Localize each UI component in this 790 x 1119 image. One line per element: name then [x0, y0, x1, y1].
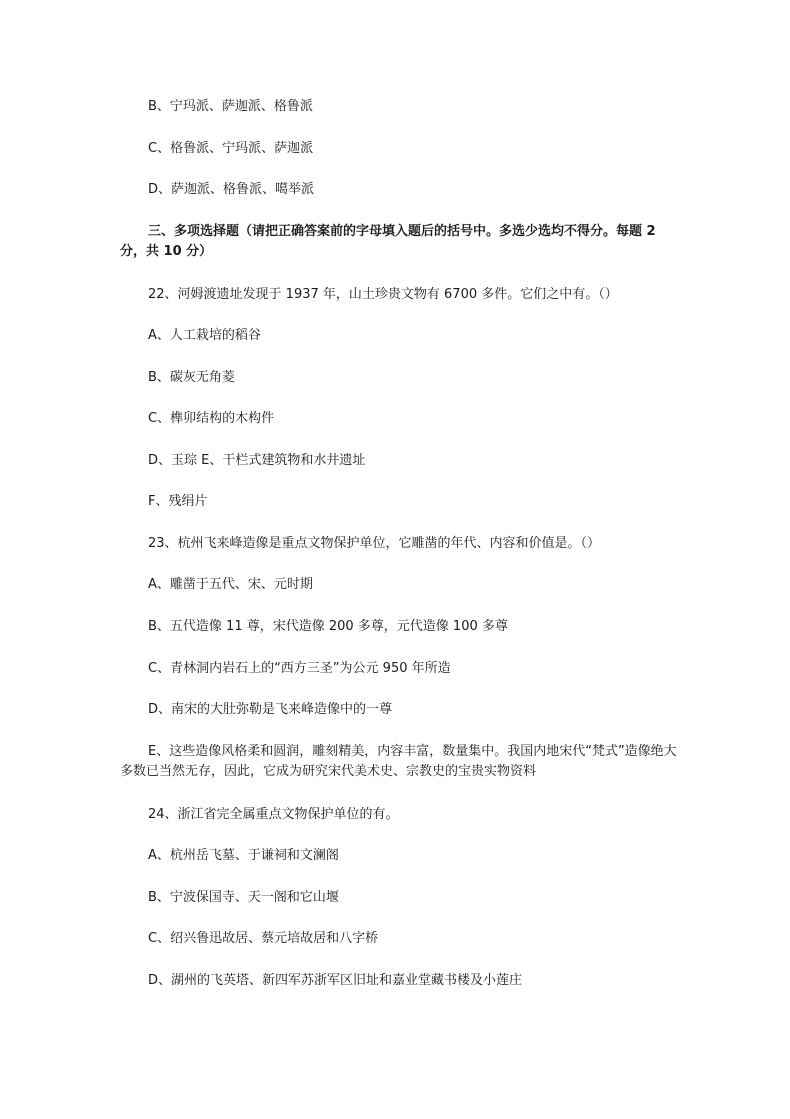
q23-option-e: E、这些造像风格柔和圆润，雕刻精美，内容丰富，数量集中。我国内地宋代“梵式”造像绝大多数已当然无存，因此，它成为研究宋代美术史、宗教史的宝贵实物资料	[120, 744, 677, 779]
q23-option-d: D、南宋的大肚弥勒是飞来峰造像中的一尊	[148, 702, 393, 717]
q22-option-d: D、玉琮 E、干栏式建筑物和水井遗址	[148, 453, 366, 468]
q23-stem: 23、杭州飞来峰造像是重点文物保护单位，它雕凿的年代、内容和价值是。（）	[148, 536, 601, 551]
q24-option-a: A、杭州岳飞墓、于谦祠和文澜阁	[148, 848, 339, 863]
q24-option-c: C、绍兴鲁迅故居、蔡元培故居和八字桥	[148, 931, 379, 946]
q22-stem: 22、河姆渡遗址发现于 1937 年，山土珍贵文物有 6700 多件。它们之中有。（）	[148, 287, 618, 302]
q22-option-b: B、碳灰无角菱	[148, 370, 235, 385]
q21-option-d: D、萨迦派、格鲁派、噶举派	[148, 182, 315, 197]
q23-option-a: A、雕凿于五代、宋、元时期	[148, 577, 313, 592]
q24-stem: 24、浙江省完全属重点文物保护单位的有。	[148, 807, 399, 822]
q22-option-a: A、人工栽培的稻谷	[148, 328, 261, 343]
q21-option-c: C、格鲁派、宁玛派、萨迦派	[148, 141, 314, 156]
q24-option-d: D、湖州的飞英塔、新四军苏浙军区旧址和嘉业堂藏书楼及小莲庄	[148, 973, 523, 988]
q22-option-f: F、残绢片	[148, 494, 208, 509]
q22-option-c: C、榫卯结构的木构件	[148, 411, 275, 426]
q23-option-b: B、五代造像 11 尊，宋代造像 200 多尊，元代造像 100 多尊	[148, 619, 508, 634]
q23-option-c: C、青林洞内岩石上的“西方三圣”为公元 950 年所造	[148, 661, 451, 676]
q24-option-b: B、宁波保国寺、天一阁和它山堰	[148, 890, 339, 905]
section-3-heading: 三、多项选择题（请把正确答案前的字母填入题后的括号中。多选少选均不得分。每题 2 分，共 10 分）	[120, 224, 656, 259]
q21-option-b: B、宁玛派、萨迦派、格鲁派	[148, 99, 313, 114]
